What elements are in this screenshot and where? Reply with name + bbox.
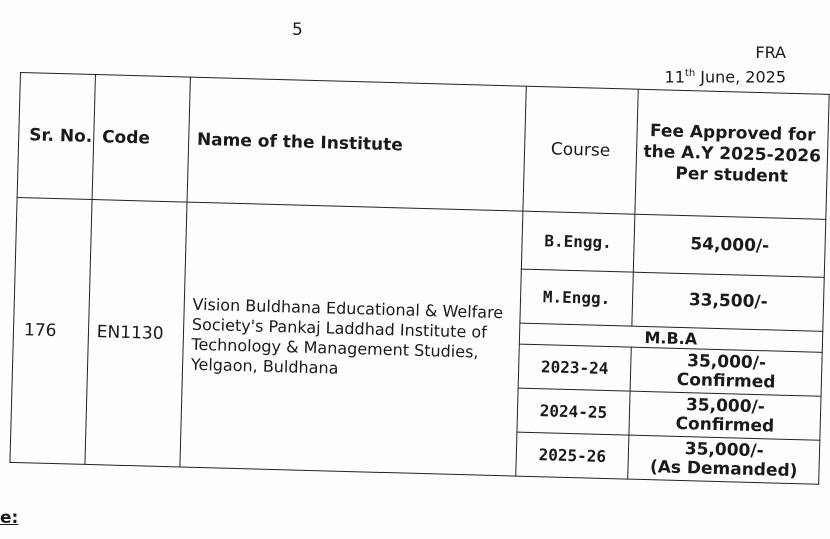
course-b-engg: B.Engg.: [521, 211, 635, 272]
header-sr-no: Sr. No.: [17, 73, 95, 200]
page-number: 5: [292, 20, 303, 40]
document-date: 11th June, 2025: [664, 67, 786, 87]
reference-code: FRA: [755, 43, 786, 62]
mba-fee-2024-25: 35,000/- Confirmed: [629, 391, 821, 440]
mba-year-2024-25: 2024-25: [517, 388, 631, 435]
mba-year-2023-24: 2023-24: [518, 344, 632, 391]
course-m-engg: M.Engg.: [520, 269, 634, 326]
mba-label: M.B.A: [519, 323, 823, 352]
fee-table: [9, 72, 829, 485]
header-fee-approved: Fee Approved for the A.Y 2025-2026 Per student: [635, 89, 829, 219]
cell-code: EN1130: [85, 199, 187, 466]
document-header: [665, 42, 786, 87]
mba-fee-2025-26: 35,000/- (As Demanded): [628, 435, 820, 484]
header-course: Course: [523, 86, 639, 214]
cell-institute-name: Vision Buldhana Educational & Welfare Society's Pankaj Laddhad Institute of Technology & Management Studies, Yelgaon, Buldhana: [180, 202, 523, 476]
cell-sr-no: 176: [10, 197, 92, 464]
header-institute-name: Name of the Institute: [187, 77, 526, 211]
fee-m-engg: 33,500/-: [632, 272, 824, 331]
mba-fee-2023-24: 35,000/- Confirmed: [630, 347, 822, 396]
header-code: Code: [92, 75, 190, 203]
fee-b-engg: 54,000/-: [634, 214, 826, 277]
fee-table-container: [9, 72, 829, 485]
table-header-row: [17, 73, 829, 220]
mba-year-2025-26: 2025-26: [515, 432, 629, 479]
note-label-fragment: e:: [0, 508, 19, 528]
